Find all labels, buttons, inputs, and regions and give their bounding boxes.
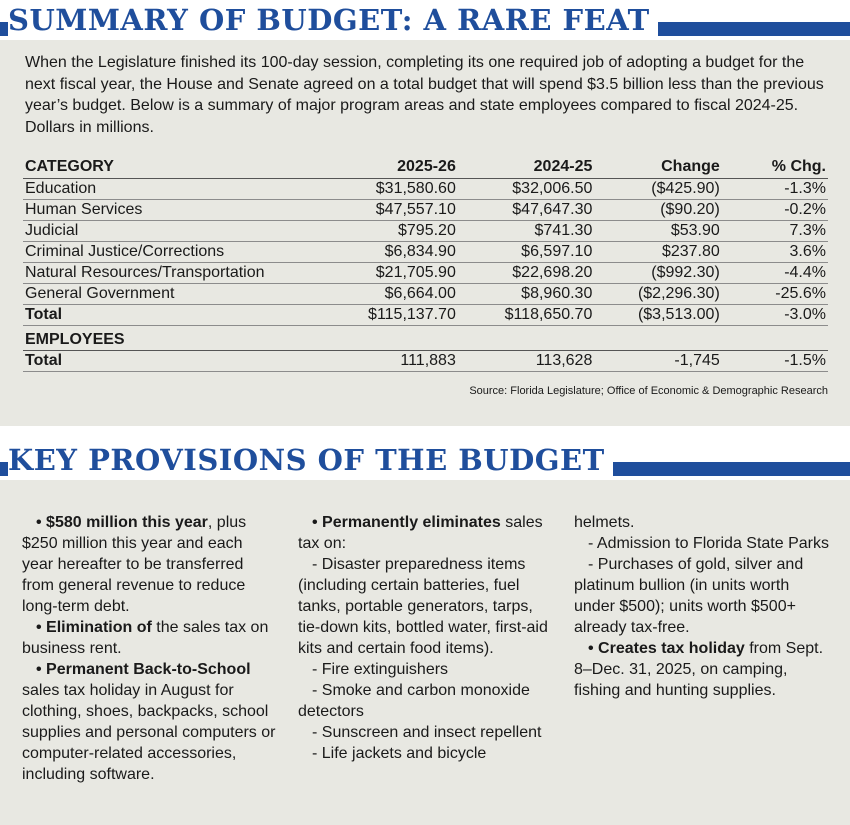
- col-header-2024-25: 2024-25: [458, 157, 595, 178]
- provision-paragraph: [22, 659, 276, 785]
- exemption-item: - Admission to Florida State Parks: [588, 535, 829, 552]
- cell-2025-26: $47,557.10: [357, 199, 458, 220]
- provision-paragraph: [22, 512, 276, 617]
- cell-2024-25: $32,006.50: [458, 178, 595, 199]
- cell-change: ($992.30): [594, 262, 721, 283]
- table-row: [23, 262, 828, 283]
- cell-2024-25: $6,597.10: [458, 241, 595, 262]
- cell-pct-change: 7.3%: [722, 220, 828, 241]
- cell-total-pct-change: -3.0%: [722, 304, 828, 325]
- col-header-category: CATEGORY: [23, 157, 357, 178]
- provision-lead: • Creates tax holiday: [588, 640, 745, 657]
- provision-lead: • $580 million this year: [36, 514, 208, 531]
- cell-2025-26: $6,664.00: [357, 283, 458, 304]
- cell-2025-26: $21,705.90: [357, 262, 458, 283]
- provision-text: , plus $250 million this year and each year hereafter to be transferred from general revenue to reduce long-term debt.: [22, 514, 247, 615]
- exemption-item: - Fire extinguishers: [312, 661, 449, 678]
- cell-2025-26: $31,580.60: [357, 178, 458, 199]
- provision-paragraph: [22, 617, 276, 659]
- cell-employees-2024-25: 113,628: [458, 350, 595, 371]
- cell-pct-change: -1.3%: [722, 178, 828, 199]
- cell-pct-change: -25.6%: [722, 283, 828, 304]
- col-header-pct-change: % Chg.: [722, 157, 828, 178]
- provisions-heading: KEY PROVISIONS OF THE BUDGET: [8, 440, 613, 480]
- provision-text: sales tax on:: [298, 514, 543, 552]
- provisions-column-2: [298, 512, 550, 764]
- employees-header-row: [23, 325, 828, 350]
- summary-section-header: [0, 0, 850, 40]
- provision-text: the sales tax on business rent.: [22, 619, 269, 657]
- exemption-item: - Life jackets and bicycle: [312, 745, 487, 762]
- cell-employees-total-label: Total: [23, 350, 357, 371]
- provisions-panel: [0, 480, 850, 825]
- exemption-item: - Sunscreen and insect repellent: [312, 724, 542, 741]
- cell-category: Criminal Justice/Corrections: [23, 241, 357, 262]
- table-header-row: [23, 157, 828, 178]
- cell-2024-25: $22,698.20: [458, 262, 595, 283]
- table-row: [23, 178, 828, 199]
- provisions-section-header: [0, 440, 850, 480]
- cell-change: ($2,296.30): [594, 283, 721, 304]
- cell-total-label: Total: [23, 304, 357, 325]
- employees-total-row: [23, 350, 828, 371]
- exemption-item-continued: helmets.: [574, 514, 635, 531]
- provision-lead: • Permanent Back-to-School: [36, 661, 251, 678]
- cell-category: Education: [23, 178, 357, 199]
- provisions-column-1: [22, 512, 276, 785]
- employees-heading: EMPLOYEES: [23, 325, 828, 350]
- provision-paragraph: [298, 512, 550, 554]
- cell-2024-25: $47,647.30: [458, 199, 595, 220]
- cell-category: General Government: [23, 283, 357, 304]
- col-header-change: Change: [594, 157, 721, 178]
- total-row: [23, 304, 828, 325]
- table-row: [23, 220, 828, 241]
- summary-heading: SUMMARY OF BUDGET: A RARE FEAT: [8, 0, 658, 40]
- table-row: [23, 199, 828, 220]
- provision-text: from Sept. 8–Dec. 31, 2025, on camping, fishing and hunting supplies.: [574, 640, 824, 699]
- cell-2025-26: $795.20: [357, 220, 458, 241]
- cell-pct-change: -0.2%: [722, 199, 828, 220]
- cell-category: Judicial: [23, 220, 357, 241]
- cell-change: $237.80: [594, 241, 721, 262]
- summary-intro: When the Legislature finished its 100-day session, completing its one required job of adopting a budget for the next fiscal year, the House and Senate agreed on a total budget that will spend $3.5 billion less than the previous year’s budget. Below is a summary of major program areas and state employees compared to fiscal 2024-25. Dollars in millions.: [25, 54, 824, 136]
- cell-change: $53.90: [594, 220, 721, 241]
- provisions-column-3: [574, 512, 830, 701]
- cell-change: ($425.90): [594, 178, 721, 199]
- cell-total-2024-25: $118,650.70: [458, 304, 595, 325]
- provision-lead: • Elimination of: [36, 619, 152, 636]
- exemption-item: - Disaster preparedness items (including certain batteries, fuel tanks, portable generators, tarps, tie-down kits, bottled water, first-aid kits and certain food items).: [298, 556, 548, 657]
- cell-employees-pct-change: -1.5%: [722, 350, 828, 371]
- table-row: [23, 283, 828, 304]
- source-note: Source: Florida Legislature; Office of Economic & Demographic Research: [469, 385, 828, 397]
- cell-change: ($90.20): [594, 199, 721, 220]
- cell-total-2025-26: $115,137.70: [357, 304, 458, 325]
- provision-paragraph: [574, 638, 830, 701]
- cell-employees-change: -1,745: [594, 350, 721, 371]
- budget-table: [23, 157, 828, 372]
- exemption-item: - Purchases of gold, silver and platinum bullion (in units worth under $500); units worth $500+ already tax-free.: [574, 556, 804, 636]
- cell-pct-change: -4.4%: [722, 262, 828, 283]
- provision-text: sales tax holiday in August for clothing, shoes, backpacks, school supplies and personal computers or computer-related accessories, including software.: [22, 682, 276, 783]
- cell-total-change: ($3,513.00): [594, 304, 721, 325]
- col-header-2025-26: 2025-26: [357, 157, 458, 178]
- cell-category: Natural Resources/Transportation: [23, 262, 357, 283]
- cell-2024-25: $741.30: [458, 220, 595, 241]
- cell-2024-25: $8,960.30: [458, 283, 595, 304]
- summary-panel: [0, 40, 850, 426]
- provision-lead: • Permanently eliminates: [312, 514, 501, 531]
- cell-pct-change: 3.6%: [722, 241, 828, 262]
- table-row: [23, 241, 828, 262]
- exemption-item: - Smoke and carbon monoxide detectors: [298, 682, 530, 720]
- cell-category: Human Services: [23, 199, 357, 220]
- cell-2025-26: $6,834.90: [357, 241, 458, 262]
- cell-employees-2025-26: 111,883: [357, 350, 458, 371]
